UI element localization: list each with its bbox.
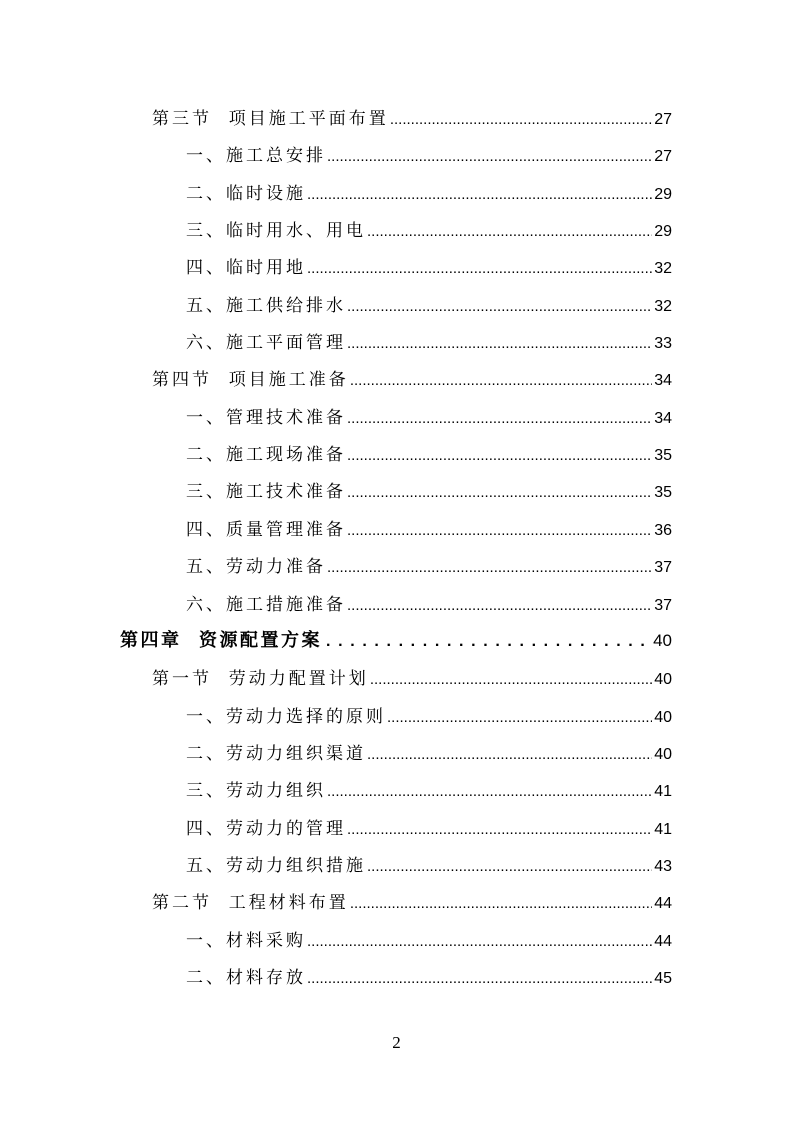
dot-leader: [347, 818, 652, 842]
toc-entry-page: 35: [654, 447, 672, 464]
toc-entry-section: [152, 368, 672, 392]
toc-entry-page: 27: [654, 111, 672, 128]
toc-entry-title: 一、劳动力选择的原则: [186, 707, 386, 727]
toc-entry-page: 34: [654, 410, 672, 427]
dot-leader: [367, 743, 652, 767]
dot-leader: [347, 332, 652, 356]
toc-entry-page: 40: [654, 671, 672, 688]
toc-entry-page: 37: [654, 597, 672, 614]
toc-entry-title: 五、劳动力组织措施: [186, 856, 366, 876]
toc-entry-item: [186, 555, 672, 579]
dot-leader: [347, 444, 652, 468]
toc-entry-item: [186, 742, 672, 766]
toc-entry-page: 41: [654, 783, 672, 800]
toc-entry-section: [152, 667, 672, 691]
dot-leader: [307, 967, 652, 991]
dot-leader: [367, 220, 652, 244]
toc-entry-page: 36: [654, 522, 672, 539]
toc-entry-page: 27: [654, 148, 672, 165]
dot-leader: [327, 780, 652, 804]
toc-entry-item: [186, 817, 672, 841]
toc-entry-title: 三、施工技术准备: [186, 482, 346, 502]
toc-entry-section: [152, 107, 672, 131]
toc-entry-item: [186, 406, 672, 430]
dot-leader: [347, 481, 652, 505]
dot-leader: [347, 295, 652, 319]
toc-entry-title: 三、劳动力组织: [186, 781, 326, 801]
toc-entry-title: 三、临时用水、用电: [186, 221, 366, 241]
toc-entry-title: 二、施工现场准备: [186, 445, 346, 465]
toc-entry-page: 29: [654, 223, 672, 240]
toc-entry-item: [186, 779, 672, 803]
toc-entry-item: [186, 705, 672, 729]
toc-entry-title: 第四节 项目施工准备: [152, 370, 349, 390]
toc-entry-page: 40: [654, 746, 672, 763]
dot-leader: [347, 407, 652, 431]
dot-leader: [350, 369, 652, 393]
toc-entry-page: 44: [654, 895, 672, 912]
dot-leader: [390, 108, 652, 132]
toc-entry-page: 37: [654, 559, 672, 576]
dot-leader: [347, 594, 652, 618]
dot-leader: [370, 668, 652, 692]
toc-entry-item: [186, 854, 672, 878]
toc-entry-title: 四、质量管理准备: [186, 520, 346, 540]
toc-entry-page: 40: [653, 631, 672, 650]
page-number: 2: [392, 1033, 401, 1052]
toc-entry-item: [186, 443, 672, 467]
toc-entry-page: 32: [654, 260, 672, 277]
toc-entry-title: 四、临时用地: [186, 258, 306, 278]
toc-entry-title: 第三节 项目施工平面布置: [152, 109, 389, 129]
toc-entry-title: 一、施工总安排: [186, 146, 326, 166]
dot-leader: [367, 855, 652, 879]
toc-entry-title: 五、施工供给排水: [186, 296, 346, 316]
toc-entry-item: [186, 929, 672, 953]
dot-leader: [347, 519, 652, 543]
dot-leader: [387, 706, 652, 730]
toc-entry-title: 二、临时设施: [186, 184, 306, 204]
dot-leader: [307, 930, 652, 954]
toc-entry-section: [152, 891, 672, 915]
toc-entry-page: 34: [654, 372, 672, 389]
dot-leader: [307, 183, 652, 207]
toc-entry-title: 二、劳动力组织渠道: [186, 744, 366, 764]
toc-entry-page: 33: [654, 335, 672, 352]
dot-leader: [350, 892, 652, 916]
toc-entry-page: 40: [654, 709, 672, 726]
toc-entry-title: 六、施工措施准备: [186, 595, 346, 615]
toc-entry-title: 一、管理技术准备: [186, 408, 346, 428]
toc-entry-item: [186, 219, 672, 243]
toc-entry-page: 35: [654, 484, 672, 501]
toc-entry-page: 32: [654, 298, 672, 315]
toc-entry-title: 六、施工平面管理: [186, 333, 346, 353]
dot-leader: [307, 257, 652, 281]
toc-entry-page: 41: [654, 821, 672, 838]
toc-entry-item: [186, 144, 672, 168]
dot-leader: [327, 145, 652, 169]
toc-entry-title: 一、材料采购: [186, 931, 306, 951]
toc-entry-chapter: [120, 629, 672, 653]
toc-entry-title: 第一节 劳动力配置计划: [152, 669, 369, 689]
toc-entry-page: 29: [654, 186, 672, 203]
toc-entry-item: [186, 480, 672, 504]
toc-entry-title: 四、劳动力的管理: [186, 819, 346, 839]
toc-entry-item: [186, 593, 672, 617]
toc-entry-page: 43: [654, 858, 672, 875]
toc-entry-title: 五、劳动力准备: [186, 557, 326, 577]
toc-entry-page: 44: [654, 933, 672, 950]
toc-entry-title: 第四章 资源配置方案: [120, 630, 323, 651]
toc-entry-item: [186, 256, 672, 280]
toc-entry-item: [186, 331, 672, 355]
toc-entry-title: 二、材料存放: [186, 968, 306, 988]
toc-entry-title: 第二节 工程材料布置: [152, 893, 349, 913]
toc-entry-item: [186, 294, 672, 318]
toc-entry-item: [186, 518, 672, 542]
toc-entry-item: [186, 182, 672, 206]
toc-entry-page: 45: [654, 970, 672, 987]
dot-leader: [327, 556, 652, 580]
toc-entry-item: [186, 966, 672, 990]
dot-leader: [326, 630, 645, 654]
